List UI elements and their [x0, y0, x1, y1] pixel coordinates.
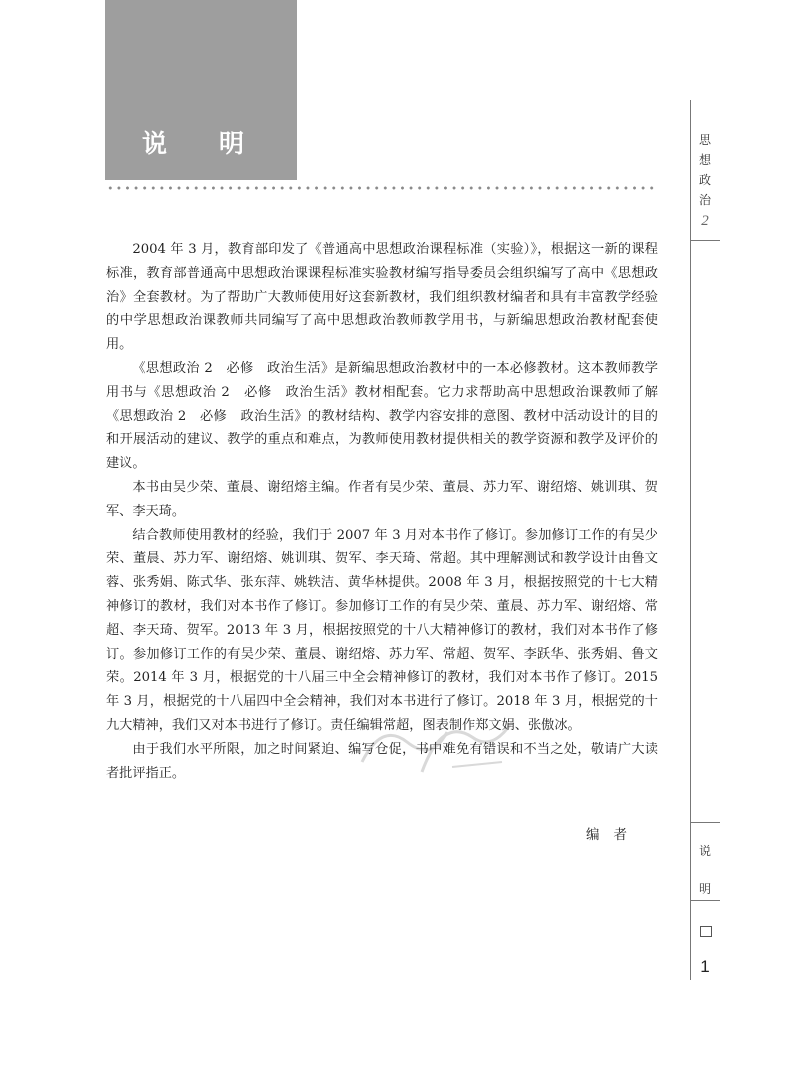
book-title-char: 思 — [698, 133, 711, 147]
square-icon — [700, 926, 712, 937]
rail-divider — [690, 900, 720, 901]
rail-divider — [690, 822, 720, 823]
rail-divider — [690, 240, 720, 241]
paragraph-1: 2004 年 3 月，教育部印发了《普通高中思想政治课程标准（实验）》，根据这一新的课程标准，教育部普通高中思想政治课课程标准实验教材编写指导委员会组织编写了高中《思想政治》全套教材。为了帮助广大教师使用好这套新教材，我们组织教材编者和具有丰富教学经验的中学思想政治课教师共同编写了高中思想政治教师教学用书，与新编思想政治教材配套使用。 — [106, 242, 658, 353]
book-title-char: 政 — [698, 173, 711, 187]
book-title-vertical — [697, 130, 713, 210]
paragraph-4: 结合教师使用教材的经验，我们于 2007 年 3 月对本书作了修订。参加修订工作的有吴少荣、董晨、苏力军、谢绍熔、姚训琪、贺军、李天琦、常超。其中理解测试和教学设计由鲁文蓉、张秀娟、陈式华、张东萍、姚轶洁、黄华林提供。2008 年 3 月，根据按照党的十七大精神修订的教材，我们对本书作了修订。参加修订工作的有吴少荣、董晨、苏力军、谢绍熔、常超、李天琦、贺军。2013 年 3 月，根据按照党的十八大精神修订的教材，我们对本书作了修订。参加修订工作的有吴少荣、董晨、谢绍熔、苏力军、常超、贺军、李跃华、张秀娟、鲁文荣。2014 年 3 月，根据党的十八届三中全会精神修订的教材，我们对本书作了修订。2015 年 3 月，根据党的十八届四中全会精神，我们对本书进行了修订。2018 年 3 月，根据党的十九大精神，我们又对本书进行了修订。责任编辑常超，图表制作郑文娟、张傲冰。 — [106, 527, 658, 733]
page-title: 说明 — [142, 129, 297, 158]
page-number: 1 — [700, 957, 710, 976]
watermark-graphic — [352, 702, 522, 782]
book-title-char: 治 — [698, 193, 711, 207]
paragraph-3: 本书由吴少荣、董晨、谢绍熔主编。作者有吴少荣、董晨、苏力军、谢绍熔、姚训琪、贺军、李天琦。 — [106, 479, 658, 519]
dotted-divider — [106, 186, 656, 190]
section-char: 明 — [698, 882, 711, 896]
book-title-char: 想 — [698, 153, 711, 167]
paragraph-5: 由于我们水平所限，加之时间紧迫、编写仓促，书中难免有错误和不当之处，敬请广大读者批评指正。 — [106, 741, 658, 781]
section-title-vertical — [697, 832, 713, 908]
volume-number: 2 — [701, 213, 709, 229]
paragraph-2: 《思想政治 2 必修 政治生活》是新编思想政治教材中的一本必修教材。这本教师教学用书与《思想政治 2 必修 政治生活》教材相配套。它力求帮助高中思想政治课教师了解《思想政治 2 必修 政治生活》的教材结构、教学内容安排的意图、教材中活动设计的目的和开展活动的建议、教学的重点和难点，为教师使用教材提供相关的教学资源和教学及评价的建议。 — [106, 360, 658, 472]
side-rail-line — [690, 100, 691, 980]
section-char: 说 — [698, 844, 711, 858]
signature: 编者 — [586, 827, 641, 843]
